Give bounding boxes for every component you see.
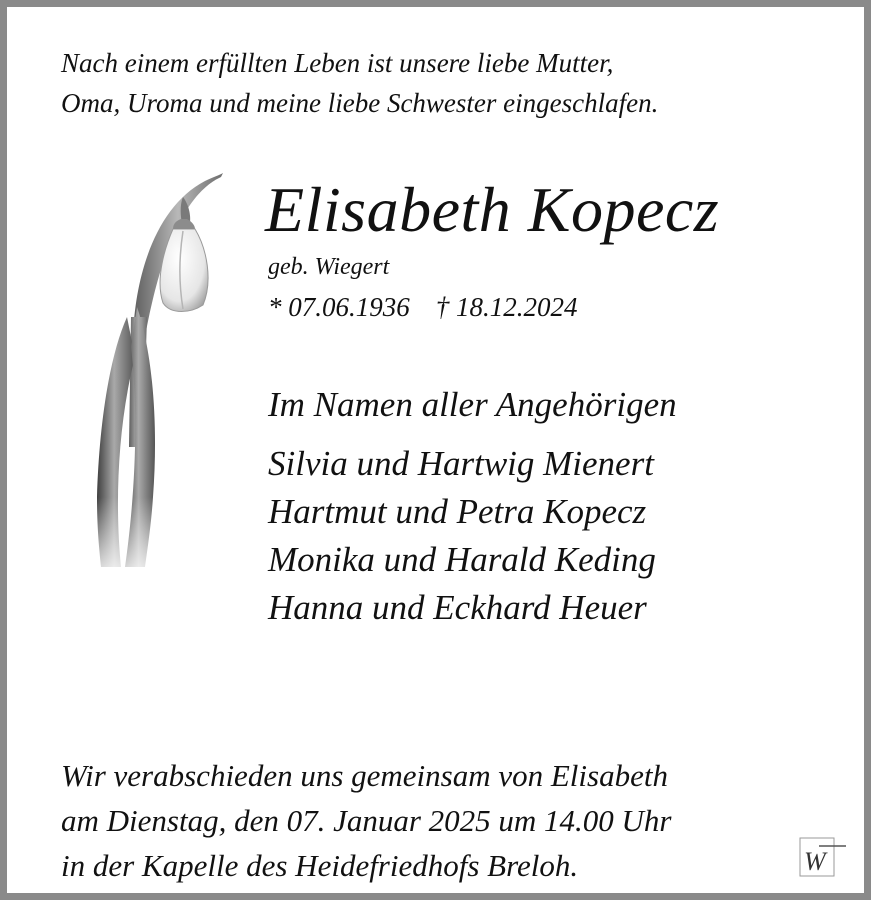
life-dates [268, 289, 578, 325]
mourner-name: Monika und Harald Keding [268, 540, 656, 579]
snowdrop-flower-image [55, 167, 245, 587]
publisher-logo-icon [799, 837, 847, 879]
mourners-heading: Im Namen aller Angehörigen [268, 385, 677, 424]
intro-text [61, 43, 841, 123]
birth-date: * 07.06.1936 [268, 292, 410, 322]
death-date: † 18.12.2024 [435, 292, 578, 322]
mourner-name: Hanna und Eckhard Heuer [268, 588, 647, 627]
farewell-line-2: am Dienstag, den 07. Januar 2025 um 14.00 Uhr [61, 803, 672, 838]
mourners-list [268, 440, 656, 632]
mourner-name: Silvia und Hartwig Mienert [268, 444, 654, 483]
maiden-name: geb. Wiegert [268, 254, 390, 280]
intro-line-2: Oma, Uroma und meine liebe Schwester eingeschlafen. [61, 88, 659, 118]
farewell-line-1: Wir verabschieden uns gemeinsam von Elisabeth [61, 758, 668, 793]
deceased-name: Elisabeth Kopecz [265, 174, 720, 245]
svg-text:W: W [804, 847, 826, 876]
farewell-line-3: in der Kapelle des Heidefriedhofs Breloh. [61, 848, 579, 883]
funeral-announcement [61, 753, 821, 888]
intro-line-1: Nach einem erfüllten Leben ist unsere liebe Mutter, [61, 48, 614, 78]
mourner-name: Hartmut und Petra Kopecz [268, 492, 647, 531]
